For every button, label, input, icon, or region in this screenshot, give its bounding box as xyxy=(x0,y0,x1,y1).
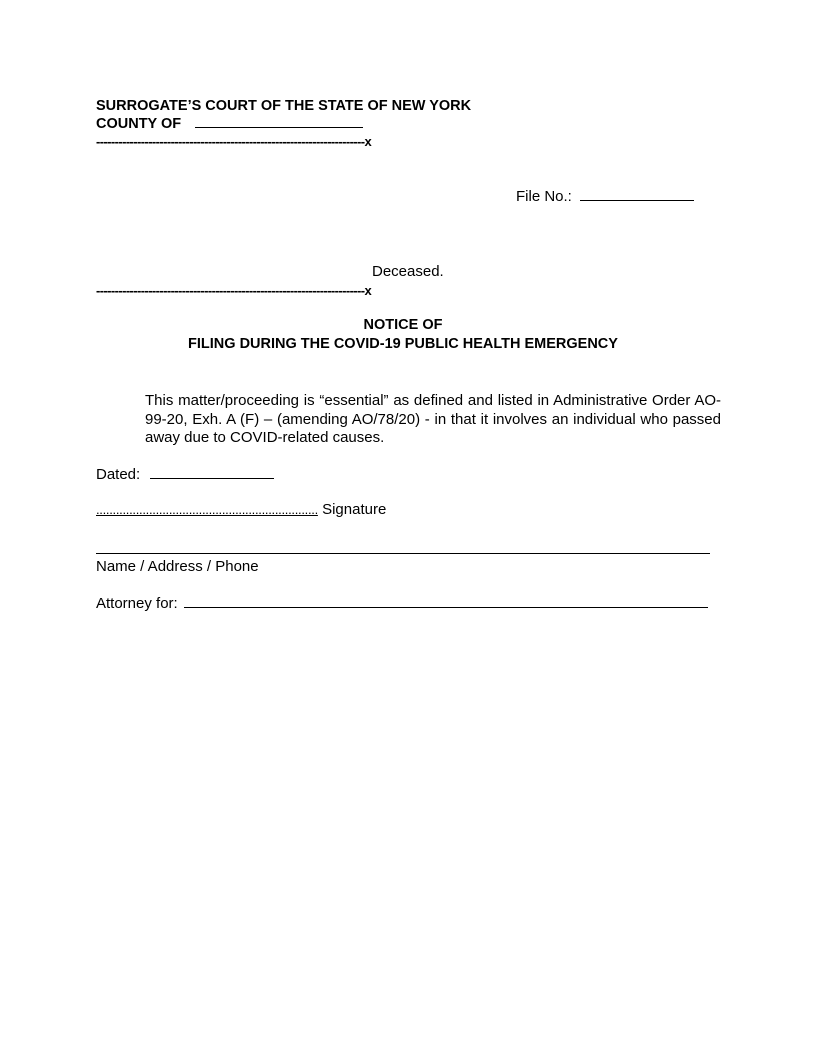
dated-label: Dated: xyxy=(96,466,141,483)
file-no-blank[interactable] xyxy=(580,200,694,201)
county-blank[interactable] xyxy=(195,127,363,128)
county-line xyxy=(96,116,363,132)
file-no-line xyxy=(516,188,694,205)
file-no-label: File No.: xyxy=(516,188,572,205)
deceased-label: Deceased. xyxy=(372,263,444,280)
name-address-blank[interactable] xyxy=(96,553,710,554)
county-label: COUNTY OF xyxy=(96,116,182,132)
dated-blank[interactable] xyxy=(150,478,274,479)
attorney-label: Attorney for: xyxy=(96,595,178,612)
attorney-blank[interactable] xyxy=(184,607,708,608)
caption-separator-top: ------------------------------------------------------------------------x xyxy=(96,134,372,149)
dated-line xyxy=(96,466,274,483)
name-address-label: Name / Address / Phone xyxy=(96,558,259,575)
caption-separator-bottom: ------------------------------------------------------------------------x xyxy=(96,283,372,298)
signature-dots[interactable]: ................................................................... xyxy=(96,502,318,517)
title-line-1: NOTICE OF xyxy=(363,317,443,333)
attorney-line xyxy=(96,595,708,612)
body-paragraph: This matter/proceeding is “essential” as defined and listed in Administrative Order AO-99-20, Exh. A (F) – (amending AO/78/20) - in that it involves an individual who passed away due to COVID-related causes. xyxy=(145,392,721,446)
signature-label: Signature xyxy=(322,501,387,518)
signature-line xyxy=(96,501,386,518)
court-heading: SURROGATE’S COURT OF THE STATE OF NEW YORK xyxy=(96,98,472,114)
title-line-2: FILING DURING THE COVID-19 PUBLIC HEALTH EMERGENCY xyxy=(188,336,618,352)
